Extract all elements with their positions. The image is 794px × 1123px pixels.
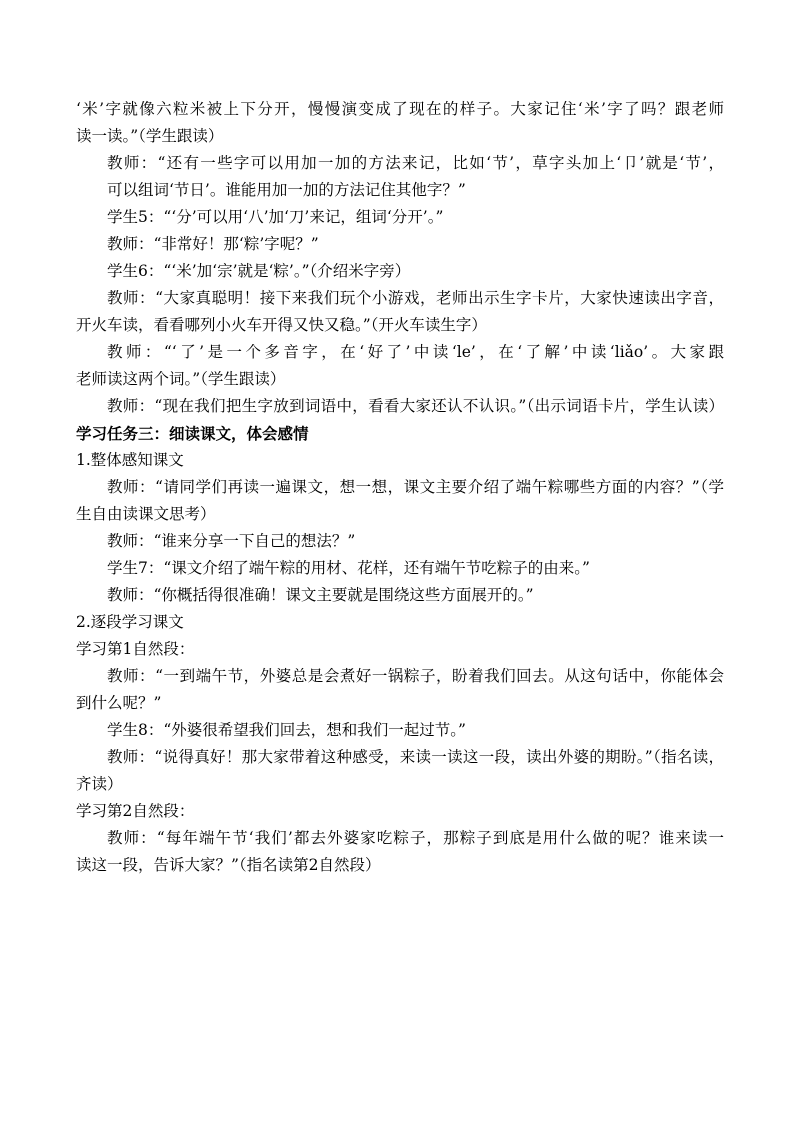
teacher-line: 教师：“谁来分享一下自己的想法？” xyxy=(107,532,356,550)
paragraph-heading: 学习第1自然段： xyxy=(76,640,195,658)
teacher-line: 教师：“每年端午节‘我们’都去外婆家吃粽子，那粽子到底是用什么做的呢？谁来读一 xyxy=(107,829,724,847)
teacher-line: 教师：“现在我们把生字放到词语中，看看大家还认不认识。”（出示词语卡片，学生认读） xyxy=(107,397,724,415)
subsection-heading: 2.逐段学习课文 xyxy=(76,613,184,631)
teacher-line: 教师：“一到端午节，外婆总是会煮好一锅粽子，盼着我们回去。从这句话中，你能体会 xyxy=(107,667,724,685)
teacher-line: 教师：“‘了’是一个多音字，在‘好了’中读‘le’，在‘了解’中读‘liǎo’。大家跟 xyxy=(107,343,724,361)
teacher-line: 教师：“请同学们再读一遍课文，想一想，课文主要介绍了端午粽哪些方面的内容？”（学 xyxy=(107,478,724,496)
teacher-line: 教师：“你概括得很准确！课文主要就是围绕这些方面展开的。” xyxy=(107,586,534,604)
teacher-line: 教师：“还有一些字可以用加一加的方法来记，比如‘节’，草字头加上‘卩’就是‘节’， xyxy=(107,154,724,172)
student-line: 学生5：“‘分’可以用‘八’加‘刀’来记，组词‘分开’。” xyxy=(107,208,444,226)
student-line: 学生8：“外婆很希望我们回去，想和我们一起过节。” xyxy=(107,721,466,739)
paragraph-line: ‘米’字就像六粒米被上下分开，慢慢演变成了现在的样子。大家记住‘米’字了吗？跟老师 xyxy=(76,100,724,118)
paragraph-line: 齐读） xyxy=(76,775,123,793)
paragraph-line: 读一读。”（学生跟读） xyxy=(76,127,224,145)
subsection-heading: 1.整体感知课文 xyxy=(76,451,184,469)
teacher-line: 教师：“说得真好！那大家带着这种感受，来读一读这一段，读出外婆的期盼。”（指名读， xyxy=(107,748,724,766)
paragraph-line: 读这一段，告诉大家？”（指名读第2自然段） xyxy=(76,856,381,874)
teacher-line: 教师：“大家真聪明！接下来我们玩个小游戏，老师出示生字卡片，大家快速读出字音， xyxy=(107,289,724,307)
paragraph-line: 开火车读，看看哪列小火车开得又快又稳。”（开火车读生字） xyxy=(76,316,487,334)
paragraph-line: 可以组词‘节日’。谁能用加一加的方法记住其他字？” xyxy=(107,181,466,199)
paragraph-heading: 学习第2自然段： xyxy=(76,802,195,820)
student-line: 学生7：“课文介绍了端午粽的用材、花样，还有端午节吃粽子的由来。” xyxy=(107,559,590,577)
teacher-line: 教师：“非常好！那‘粽’字呢？” xyxy=(107,235,319,253)
paragraph-line: 生自由读课文思考） xyxy=(76,505,216,523)
paragraph-line: 到什么呢？” xyxy=(76,694,162,712)
paragraph-line: 老师读这两个词。”（学生跟读） xyxy=(76,370,286,388)
document-page xyxy=(76,96,724,879)
student-line: 学生6：“‘米’加‘宗’就是‘粽’。”（介绍米字旁） xyxy=(107,262,411,280)
section-heading: 学习任务三：细读课文，体会感情 xyxy=(76,424,309,443)
